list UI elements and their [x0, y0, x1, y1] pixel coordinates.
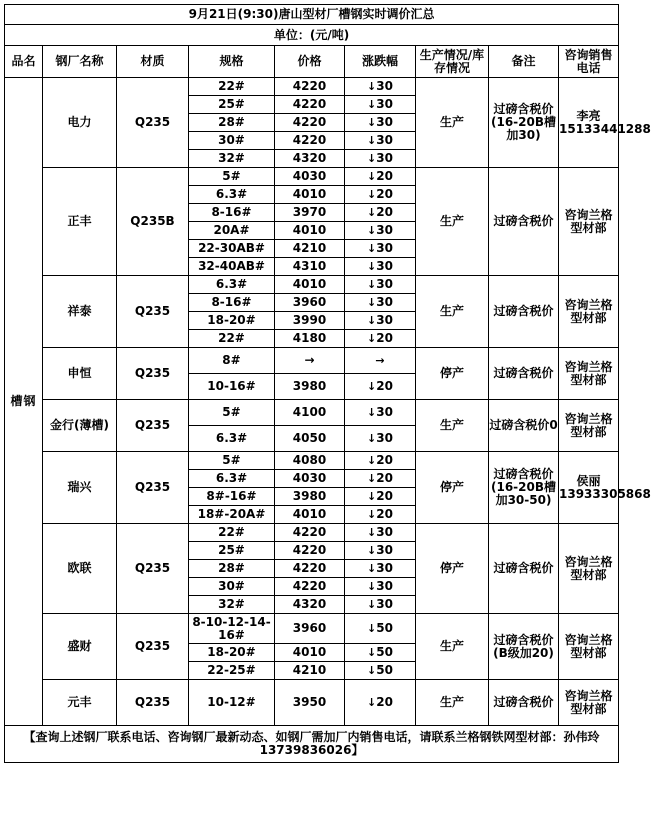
production-status: 生产 [416, 276, 489, 348]
down-arrow-icon: ↓ [367, 664, 377, 677]
price-change [345, 150, 416, 168]
change-value: 20 [376, 331, 393, 345]
spec: 10-12# [189, 680, 275, 726]
production-status: 停产 [416, 524, 489, 614]
down-arrow-icon: ↓ [367, 490, 377, 503]
down-arrow-icon: ↓ [367, 580, 377, 593]
material: Q235 [117, 680, 189, 726]
price: 3970 [275, 204, 345, 222]
mill-name: 申恒 [43, 348, 117, 400]
spec: 22-30AB# [189, 240, 275, 258]
header-price: 价格 [275, 46, 345, 78]
price-table [4, 4, 651, 763]
price-change [345, 222, 416, 240]
spec: 32# [189, 596, 275, 614]
price-change [345, 400, 416, 426]
price: 4210 [275, 240, 345, 258]
price: 4010 [275, 276, 345, 294]
price-change [345, 186, 416, 204]
production-status: 生产 [416, 168, 489, 276]
down-arrow-icon: ↓ [367, 314, 377, 327]
down-arrow-icon: ↓ [367, 622, 377, 635]
spec: 22# [189, 330, 275, 348]
spec: 30# [189, 132, 275, 150]
price-change [345, 680, 416, 726]
price-change [345, 452, 416, 470]
table-row [5, 78, 619, 96]
spec: 22# [189, 78, 275, 96]
change-value: 50 [376, 645, 393, 659]
remark: 过磅含税价(16-20B槽加30-50) [489, 452, 559, 524]
price-change [345, 662, 416, 680]
spec: 8#-16# [189, 488, 275, 506]
price-change [345, 470, 416, 488]
spec: 8-16# [189, 204, 275, 222]
price: 4210 [275, 662, 345, 680]
price-change [345, 78, 416, 96]
price-change [345, 524, 416, 542]
right-arrow-icon: → [375, 354, 385, 367]
down-arrow-icon: ↓ [367, 432, 377, 445]
change-value: 30 [376, 313, 393, 327]
down-arrow-icon: ↓ [367, 224, 377, 237]
sales-contact: 咨询兰格型材部 [559, 276, 619, 348]
down-arrow-icon: ↓ [367, 598, 377, 611]
sales-contact: 咨询兰格型材部 [559, 614, 619, 680]
down-arrow-icon: ↓ [367, 242, 377, 255]
price: 4180 [275, 330, 345, 348]
mill-name: 金行(薄槽) [43, 400, 117, 452]
change-value: 30 [376, 133, 393, 147]
down-arrow-icon: ↓ [367, 332, 377, 345]
production-status: 生产 [416, 614, 489, 680]
price-change [345, 644, 416, 662]
change-value: 30 [376, 259, 393, 273]
price-change [345, 168, 416, 186]
table-row [5, 524, 619, 542]
spec: 5# [189, 400, 275, 426]
price-change [345, 132, 416, 150]
material: Q235 [117, 276, 189, 348]
price-change [345, 204, 416, 222]
spec: 18-20# [189, 312, 275, 330]
price-change [345, 560, 416, 578]
down-arrow-icon: ↓ [367, 508, 377, 521]
price-change [345, 330, 416, 348]
header-row [5, 46, 619, 78]
header-product: 品名 [5, 46, 43, 78]
table-row [5, 452, 619, 470]
remark: 过磅含税价 [489, 168, 559, 276]
change-value: 20 [376, 695, 393, 709]
mill-name: 电力 [43, 78, 117, 168]
remark: 过磅含税价 [489, 524, 559, 614]
sales-contact: 侯丽 13933305868 [559, 452, 619, 524]
price-change [345, 114, 416, 132]
price: 4030 [275, 470, 345, 488]
change-value: 30 [376, 97, 393, 111]
down-arrow-icon: ↓ [367, 278, 377, 291]
change-value: 20 [376, 471, 393, 485]
price: 4010 [275, 644, 345, 662]
spec: 20A# [189, 222, 275, 240]
price: 4220 [275, 114, 345, 132]
header-remark: 备注 [489, 46, 559, 78]
spec: 28# [189, 560, 275, 578]
change-value: 20 [376, 379, 393, 393]
price: 4010 [275, 506, 345, 524]
header-status: 生产情况/库存情况 [416, 46, 489, 78]
material: Q235 [117, 348, 189, 400]
spec: 25# [189, 542, 275, 560]
footer-row [5, 726, 619, 763]
down-arrow-icon: ↓ [367, 116, 377, 129]
price-sheet [4, 4, 651, 763]
price-change [345, 312, 416, 330]
spec: 6.3# [189, 426, 275, 452]
table-row [5, 348, 619, 374]
spec: 18-20# [189, 644, 275, 662]
change-value: 20 [376, 507, 393, 521]
spec: 8-16# [189, 294, 275, 312]
remark: 过磅含税价(16-20B槽加30) [489, 78, 559, 168]
price-change [345, 374, 416, 400]
down-arrow-icon: ↓ [367, 646, 377, 659]
header-contact: 咨询销售电话 [559, 46, 619, 78]
change-value: 20 [376, 489, 393, 503]
price: 3980 [275, 488, 345, 506]
spec: 28# [189, 114, 275, 132]
price: 4050 [275, 426, 345, 452]
change-value: 50 [376, 663, 393, 677]
spec: 6.3# [189, 276, 275, 294]
price: 4310 [275, 258, 345, 276]
production-status: 生产 [416, 400, 489, 452]
price-change [345, 426, 416, 452]
production-status: 停产 [416, 452, 489, 524]
change-value: 50 [376, 621, 393, 635]
spec: 25# [189, 96, 275, 114]
header-material: 材质 [117, 46, 189, 78]
down-arrow-icon: ↓ [367, 406, 377, 419]
remark: 过磅含税价0 [489, 400, 559, 452]
sales-contact: 咨询兰格型材部 [559, 400, 619, 452]
price: 3950 [275, 680, 345, 726]
down-arrow-icon: ↓ [367, 296, 377, 309]
price-change [345, 276, 416, 294]
material: Q235 [117, 452, 189, 524]
price-change [345, 348, 416, 374]
mill-name: 瑞兴 [43, 452, 117, 524]
spec: 6.3# [189, 470, 275, 488]
price-change [345, 240, 416, 258]
change-value: 20 [376, 187, 393, 201]
down-arrow-icon: ↓ [367, 98, 377, 111]
change-value: 30 [376, 79, 393, 93]
category-cell: 槽钢 [5, 78, 43, 726]
change-value: 30 [376, 295, 393, 309]
price-change [345, 542, 416, 560]
remark: 过磅含税价(B级加20) [489, 614, 559, 680]
change-value: 30 [376, 525, 393, 539]
down-arrow-icon: ↓ [367, 696, 377, 709]
spec: 32-40AB# [189, 258, 275, 276]
price: 4220 [275, 524, 345, 542]
price-change [345, 96, 416, 114]
change-value: 30 [376, 561, 393, 575]
price: 4010 [275, 222, 345, 240]
change-value: 30 [376, 151, 393, 165]
down-arrow-icon: ↓ [367, 472, 377, 485]
material: Q235 [117, 524, 189, 614]
down-arrow-icon: ↓ [367, 544, 377, 557]
price: 4220 [275, 78, 345, 96]
down-arrow-icon: ↓ [367, 454, 377, 467]
material: Q235B [117, 168, 189, 276]
spec: 30# [189, 578, 275, 596]
sales-contact: 咨询兰格型材部 [559, 680, 619, 726]
price-change [345, 294, 416, 312]
down-arrow-icon: ↓ [367, 170, 377, 183]
remark: 过磅含税价 [489, 680, 559, 726]
sheet-title: 9月21日(9:30)唐山型材厂槽钢实时调价汇总 [5, 5, 619, 25]
down-arrow-icon: ↓ [367, 260, 377, 273]
mill-name: 正丰 [43, 168, 117, 276]
change-value: 30 [376, 241, 393, 255]
price: 4220 [275, 560, 345, 578]
price: 4220 [275, 96, 345, 114]
table-row [5, 400, 619, 426]
price: 3980 [275, 374, 345, 400]
change-value: 30 [376, 223, 393, 237]
price-change [345, 506, 416, 524]
material: Q235 [117, 400, 189, 452]
down-arrow-icon: ↓ [367, 206, 377, 219]
production-status: 生产 [416, 680, 489, 726]
price: 4030 [275, 168, 345, 186]
remark: 过磅含税价 [489, 276, 559, 348]
spec: 32# [189, 150, 275, 168]
spec: 18#-20A# [189, 506, 275, 524]
table-row [5, 680, 619, 726]
down-arrow-icon: ↓ [367, 80, 377, 93]
mill-name: 盛财 [43, 614, 117, 680]
production-status: 生产 [416, 78, 489, 168]
change-value: 30 [376, 431, 393, 445]
price: 4220 [275, 132, 345, 150]
sales-contact: 李亮 15133441288 [559, 78, 619, 168]
spec: 8# [189, 348, 275, 374]
change-value: 30 [376, 543, 393, 557]
down-arrow-icon: ↓ [367, 188, 377, 201]
sales-contact: 咨询兰格型材部 [559, 348, 619, 400]
price-change [345, 596, 416, 614]
spec: 10-16# [189, 374, 275, 400]
sales-contact: 咨询兰格型材部 [559, 524, 619, 614]
remark: 过磅含税价 [489, 348, 559, 400]
spec: 8-10-12-14-16# [189, 614, 275, 644]
spec: 5# [189, 168, 275, 186]
price-change [345, 614, 416, 644]
spec: 6.3# [189, 186, 275, 204]
down-arrow-icon: ↓ [367, 134, 377, 147]
spec: 22-25# [189, 662, 275, 680]
mill-name: 元丰 [43, 680, 117, 726]
change-value: 20 [376, 169, 393, 183]
price: 4320 [275, 150, 345, 168]
price: 4320 [275, 596, 345, 614]
price: 4010 [275, 186, 345, 204]
spec: 5# [189, 452, 275, 470]
change-value: 20 [376, 205, 393, 219]
change-value: 30 [376, 115, 393, 129]
change-value: 30 [376, 405, 393, 419]
change-value: 20 [376, 453, 393, 467]
change-value: 30 [376, 579, 393, 593]
price: → [275, 348, 345, 374]
table-row [5, 168, 619, 186]
price-change [345, 488, 416, 506]
unit-label: 单位：(元/吨) [5, 25, 619, 46]
price: 3960 [275, 294, 345, 312]
footer-note: 【查询上述钢厂联系电话、咨询钢厂最新动态、如钢厂需加厂内销售电话，请联系兰格钢铁网型材部：孙伟玲13739836026】 [5, 726, 619, 763]
header-mill: 钢厂名称 [43, 46, 117, 78]
price: 4220 [275, 542, 345, 560]
mill-name: 欧联 [43, 524, 117, 614]
material: Q235 [117, 614, 189, 680]
mill-name: 祥泰 [43, 276, 117, 348]
price: 4100 [275, 400, 345, 426]
price: 3960 [275, 614, 345, 644]
table-row [5, 276, 619, 294]
header-change: 涨跌幅 [345, 46, 416, 78]
table-row [5, 614, 619, 644]
change-value: 30 [376, 597, 393, 611]
down-arrow-icon: ↓ [367, 526, 377, 539]
price-change [345, 258, 416, 276]
sales-contact: 咨询兰格型材部 [559, 168, 619, 276]
down-arrow-icon: ↓ [367, 380, 377, 393]
spec: 22# [189, 524, 275, 542]
price: 4220 [275, 578, 345, 596]
price-change [345, 578, 416, 596]
down-arrow-icon: ↓ [367, 152, 377, 165]
material: Q235 [117, 78, 189, 168]
down-arrow-icon: ↓ [367, 562, 377, 575]
price: 3990 [275, 312, 345, 330]
change-value: 30 [376, 277, 393, 291]
price: 4080 [275, 452, 345, 470]
header-spec: 规格 [189, 46, 275, 78]
production-status: 停产 [416, 348, 489, 400]
